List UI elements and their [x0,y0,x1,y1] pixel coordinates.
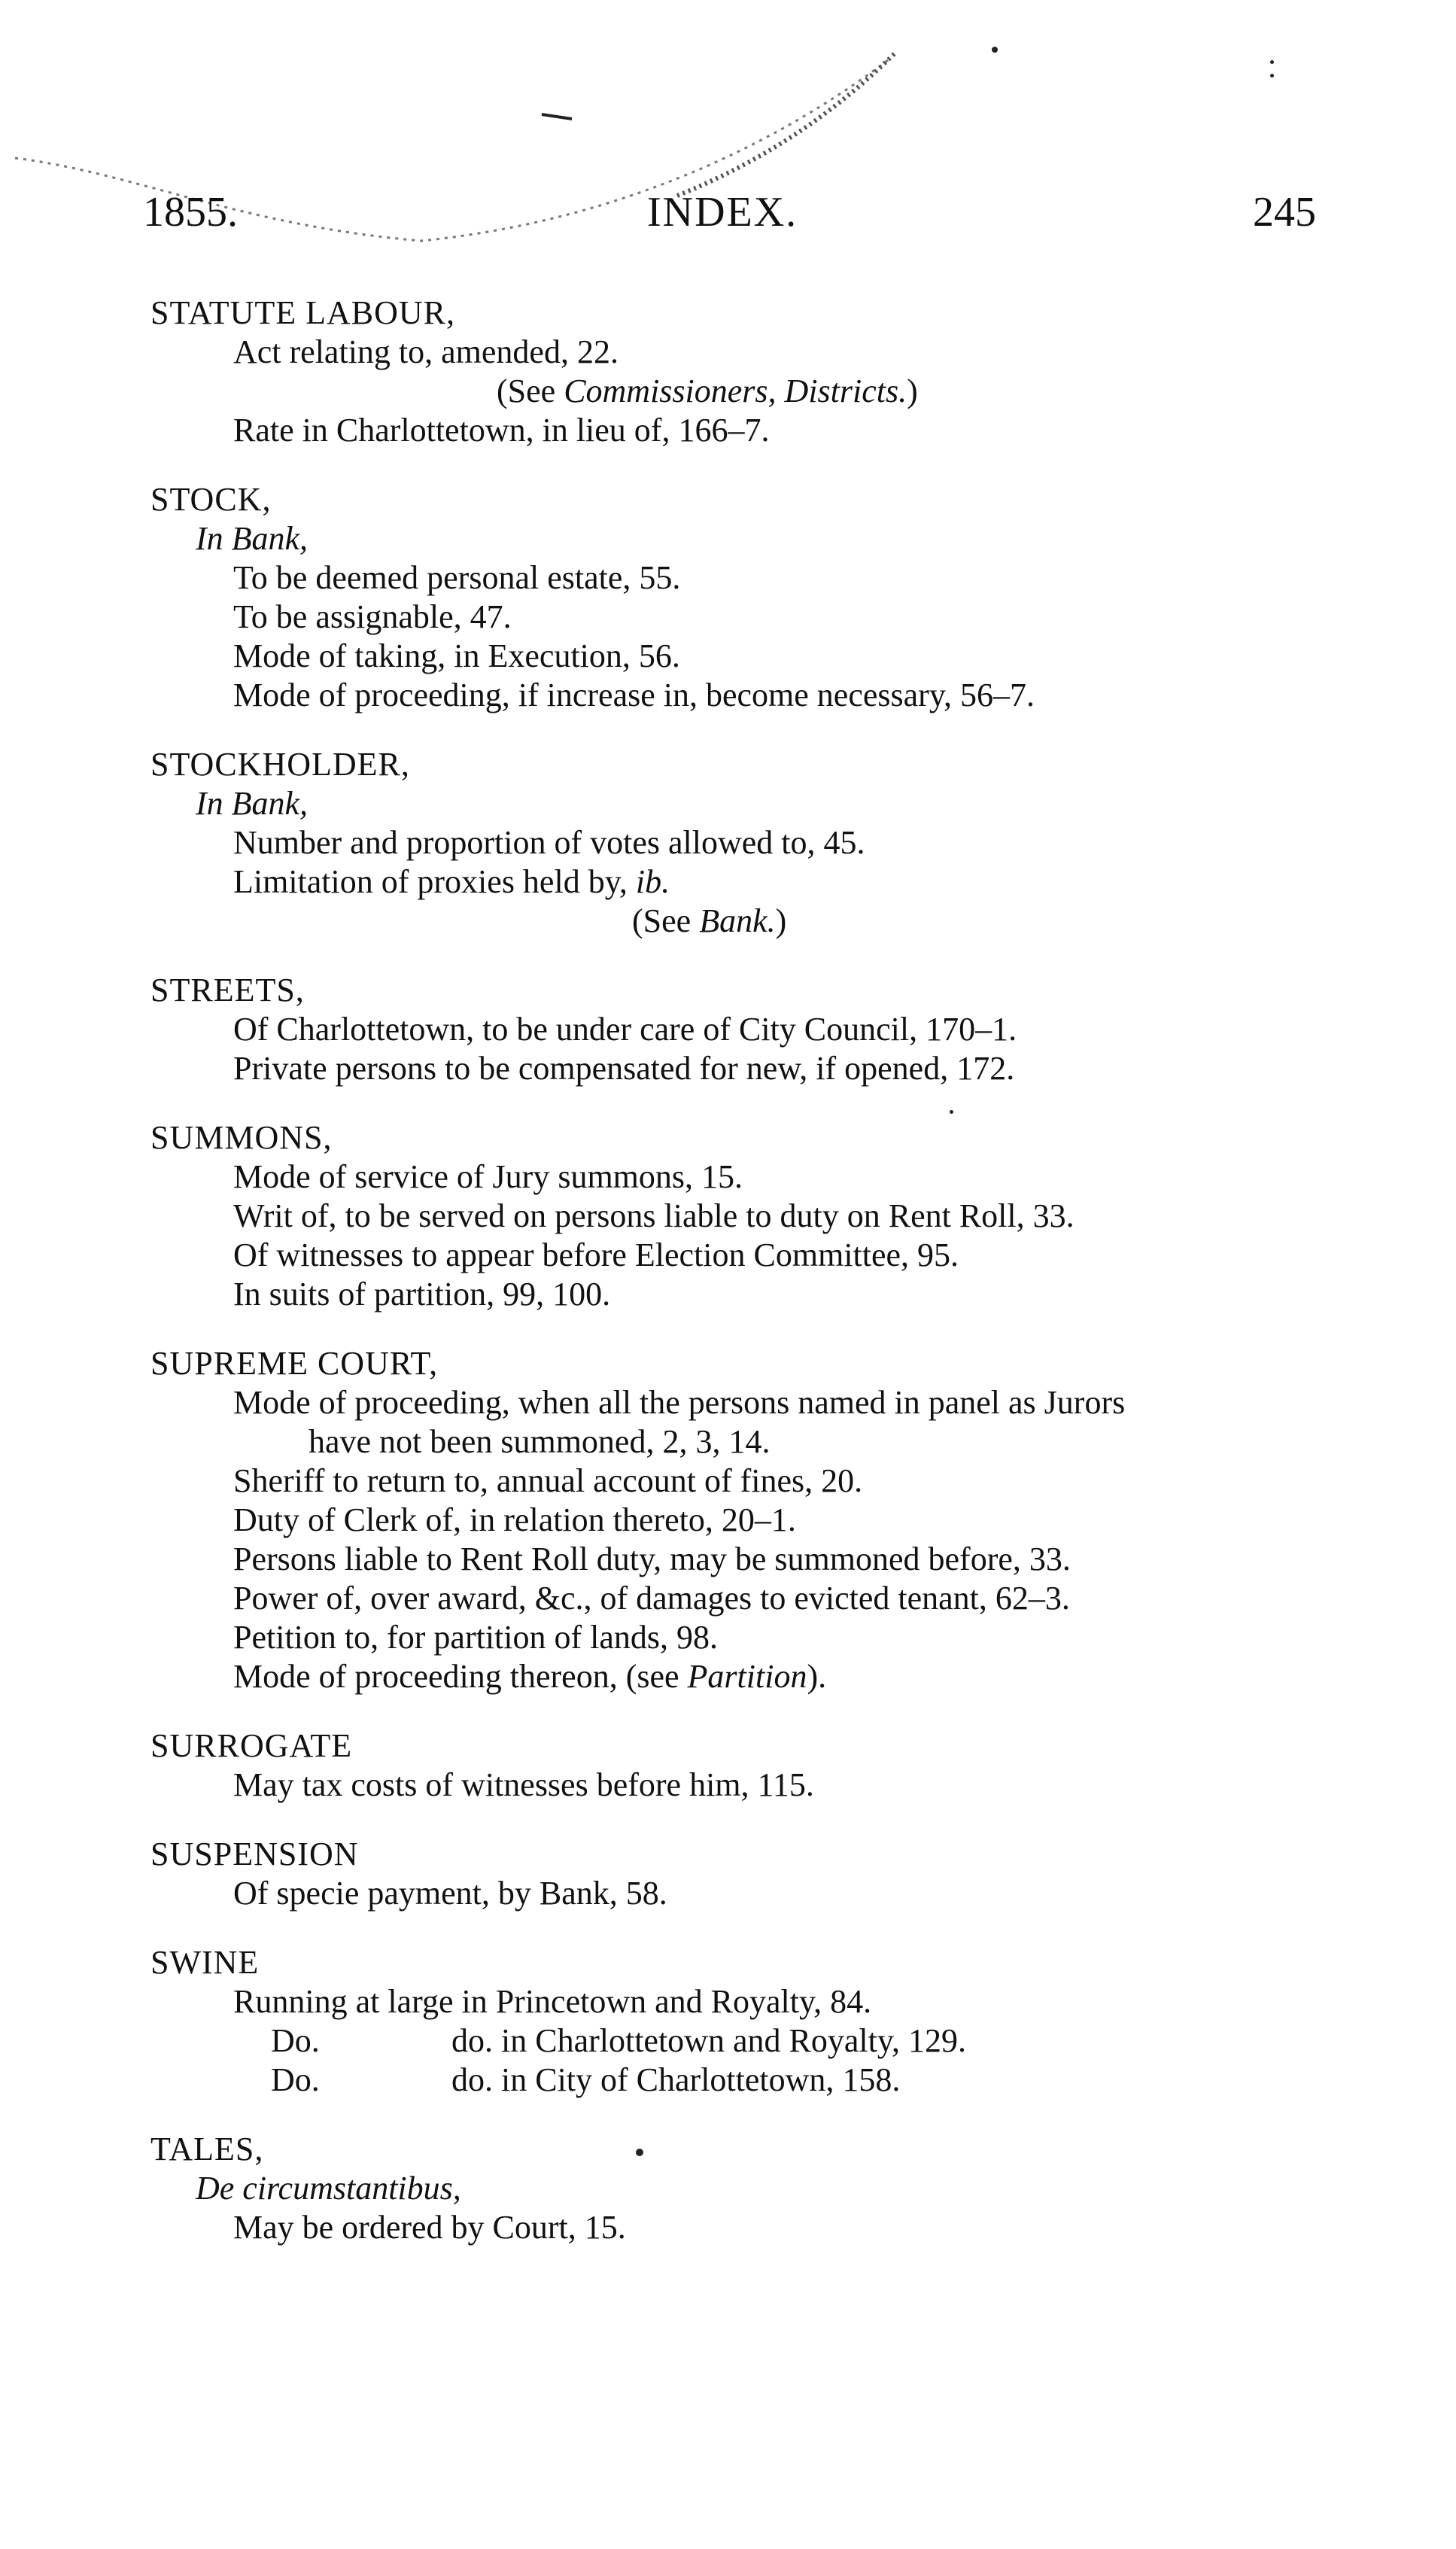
index-entry-swine [150,1943,1354,2100]
ink-speck [636,2149,643,2156]
entry-heading: TALES, [150,2131,264,2167]
ditto-line: Do. do. in Charlottetown and Royalty, 129. [271,2022,966,2059]
entry-subheading: De circumstantibus, [196,2170,461,2207]
entry-line: Of Charlottetown, to be under care of City Council, 170–1. [233,1011,1017,1048]
index-entry-stockholder [150,745,1354,941]
entry-heading: STATUTE LABOUR, [150,294,456,331]
see-reference: (See Commissioners, Districts.) [497,373,918,409]
entry-line: Petition to, for partition of lands, 98. [233,1619,719,1656]
entry-line: Power of, over award, &c., of damages to evicted tenant, 62–3. [233,1580,1070,1617]
entry-line: Limitation of proxies held by, ib. [233,863,670,900]
entry-line: Number and proportion of votes allowed to, 45. [233,824,865,861]
index-content [150,294,1354,2277]
entry-line: Rate in Charlottetown, in lieu of, 166–7. [233,412,770,449]
entry-heading: STOCK, [150,481,272,518]
entry-line: Of specie payment, by Bank, 58. [233,1875,667,1912]
entry-line: To be assignable, 47. [233,598,512,635]
entry-heading: SURROGATE [150,1727,353,1764]
entry-heading: SUSPENSION [150,1836,359,1872]
entry-line: Duty of Clerk of, in relation thereto, 20–1. [233,1501,796,1538]
entry-line: Of witnesses to appear before Election Committee, 95. [233,1236,959,1273]
page-number: 245 [1253,189,1316,236]
ink-speck [1270,60,1274,64]
entry-line: May tax costs of witnesses before him, 115. [233,1766,814,1803]
ink-speck [992,47,998,53]
entry-line: Mode of service of Jury summons, 15. [233,1158,743,1195]
entry-heading: STOCKHOLDER, [150,746,410,783]
index-entry-tales [150,2130,1354,2247]
see-reference: (See Bank.) [632,902,787,939]
entry-line: Mode of proceeding, when all the persons named in panel as Jurors [233,1384,1126,1421]
entry-line: Sheriff to return to, annual account of fines, 20. [233,1462,863,1499]
header-title: INDEX. [647,189,798,236]
entry-line: Act relating to, amended, 22. [233,333,619,370]
ditto-line: Do. do. in City of Charlottetown, 158. [271,2061,901,2098]
entry-heading: SUPREME COURT, [150,1345,439,1382]
index-entry-suspension [150,1835,1354,1913]
entry-line: Mode of proceeding, if increase in, become necessary, 56–7. [233,677,1035,713]
entry-line: In suits of partition, 99, 100. [233,1276,611,1313]
index-entry-summons [150,1118,1354,1314]
entry-subheading: In Bank, [196,785,309,822]
page-header [0,188,1456,248]
index-entry-streets [150,971,1354,1088]
index-entry-supreme-court [150,1344,1354,1696]
entry-line: May be ordered by Court, 15. [233,2209,626,2246]
entry-heading: STREETS, [150,972,305,1008]
ink-speck [1270,74,1274,78]
ink-speck [950,1110,953,1114]
entry-heading: SWINE [150,1944,260,1981]
index-entry-stock [150,480,1354,715]
index-entry-statute-labour [150,294,1354,450]
entry-line-continuation: have not been summoned, 2, 3, 14. [309,1423,771,1460]
entry-line: Writ of, to be served on persons liable to duty on Rent Roll, 33. [233,1197,1075,1234]
index-entry-surrogate [150,1726,1354,1805]
entry-line: Mode of proceeding thereon, (see Partition). [233,1658,827,1695]
entry-line: Private persons to be compensated for new, if opened, 172. [233,1050,1015,1087]
entry-line: Persons liable to Rent Roll duty, may be summoned before, 33. [233,1541,1071,1577]
header-year: 1855. [143,189,238,236]
entry-line: Running at large in Princetown and Royalty, 84. [233,1983,872,2020]
entry-heading: SUMMONS, [150,1119,333,1156]
entry-subheading: In Bank, [196,520,309,557]
entry-line: Mode of taking, in Execution, 56. [233,637,680,674]
entry-line: To be deemed personal estate, 55. [233,559,681,596]
